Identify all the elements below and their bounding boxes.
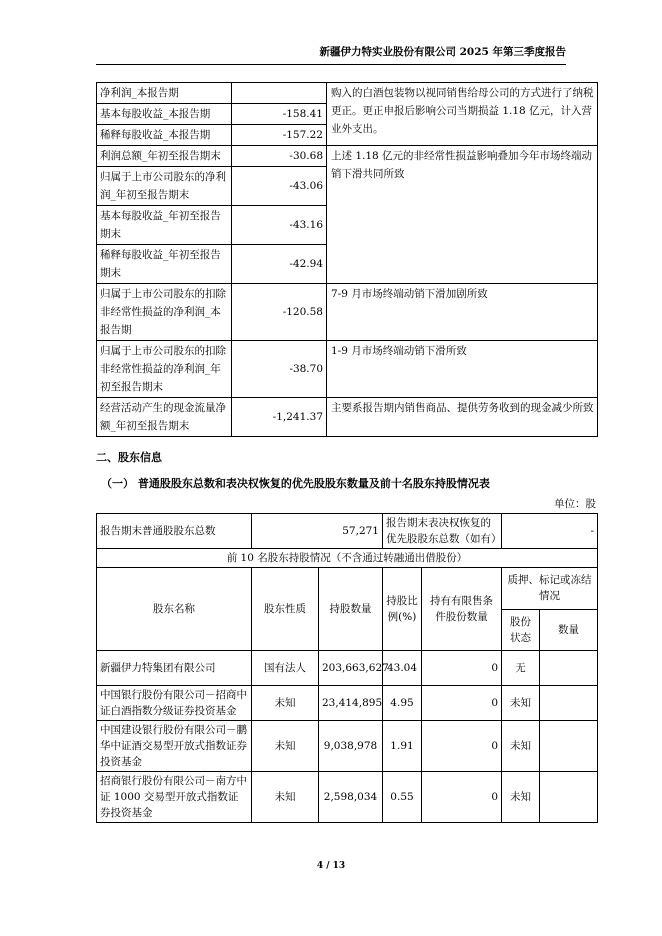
col-header-ratio: 持股比例(%) bbox=[383, 568, 422, 651]
holder-restricted: 0 bbox=[422, 686, 502, 721]
pref-holders-label: 报告期末表决权恢复的优先股股东总数（如有） bbox=[383, 514, 502, 549]
holder-ratio: 0.55 bbox=[383, 772, 422, 823]
reason-cell: 1-9 月市场终端动销下滑所致 bbox=[327, 341, 598, 398]
total-holders-label: 报告期末普通股股东总数 bbox=[97, 514, 252, 549]
holder-shares: 9,038,978 bbox=[319, 721, 383, 772]
holder-status: 未知 bbox=[502, 772, 540, 823]
holder-nature: 未知 bbox=[252, 772, 319, 823]
row-label: 归属于上市公司股东的扣除非经常性损益的净利润_年初至报告期末 bbox=[97, 341, 232, 398]
total-holders-value: 57,271 bbox=[252, 514, 383, 549]
holder-name: 新疆伊力特集团有限公司 bbox=[97, 651, 252, 686]
table-row bbox=[97, 284, 598, 341]
unit-label: 单位：股 bbox=[554, 498, 596, 510]
holder-name: 招商银行股份有限公司－南方中证 1000 交易型开放式指数证券投资基金 bbox=[97, 772, 252, 823]
col-header-shares: 持股数量 bbox=[319, 568, 383, 651]
col-header-qty: 数量 bbox=[540, 609, 598, 651]
table-row bbox=[97, 83, 598, 104]
table-row bbox=[97, 398, 598, 437]
page-header: 新疆伊力特实业股份有限公司 2025 年第三季度报告 bbox=[96, 44, 566, 65]
holder-nature: 国有法人 bbox=[252, 651, 319, 686]
col-header-name: 股东名称 bbox=[97, 568, 252, 651]
table-row bbox=[97, 772, 598, 823]
top10-caption: 前 10 名股东持股情况（不含通过转融通出借股份） bbox=[97, 549, 598, 568]
holder-status: 未知 bbox=[502, 686, 540, 721]
holder-status: 未知 bbox=[502, 721, 540, 772]
row-value: -1,241.37 bbox=[232, 398, 327, 437]
col-header-status: 股份状态 bbox=[502, 609, 540, 651]
holder-nature: 未知 bbox=[252, 721, 319, 772]
holder-status: 无 bbox=[502, 651, 540, 686]
table-row bbox=[97, 549, 598, 568]
pref-holders-value: - bbox=[502, 514, 598, 549]
holder-qty bbox=[540, 772, 598, 823]
holder-name: 中国建设银行股份有限公司－鹏华中证酒交易型开放式指数证券投资基金 bbox=[97, 721, 252, 772]
row-label: 利润总额_年初至报告期末 bbox=[97, 146, 232, 167]
holder-nature: 未知 bbox=[252, 686, 319, 721]
shareholder-table bbox=[96, 513, 598, 823]
holder-shares: 2,598,034 bbox=[319, 772, 383, 823]
holder-name: 中国银行股份有限公司－招商中证白酒指数分级证券投资基金 bbox=[97, 686, 252, 721]
page-number: 4 / 13 bbox=[316, 861, 346, 871]
row-value: -30.68 bbox=[232, 146, 327, 167]
col-header-restricted: 持有有限售条件股份数量 bbox=[422, 568, 502, 651]
impact-table bbox=[96, 82, 598, 437]
holder-restricted: 0 bbox=[422, 721, 502, 772]
row-value: -43.06 bbox=[232, 167, 327, 206]
table-row bbox=[97, 146, 598, 167]
row-label: 稀释每股收益_本报告期 bbox=[97, 125, 232, 146]
col-header-nature: 股东性质 bbox=[252, 568, 319, 651]
holder-qty bbox=[540, 651, 598, 686]
row-value: -158.41 bbox=[232, 104, 327, 125]
row-label: 归属于上市公司股东的扣除非经常性损益的净利润_本报告期 bbox=[97, 284, 232, 341]
reason-cell: 上述 1.18 亿元的非经常性损益影响叠加今年市场终端动销下滑共同所致 bbox=[327, 146, 598, 284]
section-title: 二、股东信息 bbox=[96, 451, 162, 464]
row-value bbox=[232, 83, 327, 104]
table-row bbox=[97, 341, 598, 398]
holder-qty bbox=[540, 686, 598, 721]
holder-shares: 23,414,895 bbox=[319, 686, 383, 721]
reason-cell: 购入的白酒包装物以视同销售给母公司的方式进行了纳税更正。更正申报后影响公司当期损益 1.18 亿元，计入营业外支出。 bbox=[327, 83, 598, 146]
row-label: 基本每股收益_本报告期 bbox=[97, 104, 232, 125]
holder-ratio: 1.91 bbox=[383, 721, 422, 772]
row-value: -42.94 bbox=[232, 245, 327, 284]
row-label: 经营活动产生的现金流量净额_年初至报告期末 bbox=[97, 398, 232, 437]
row-label: 净利润_本报告期 bbox=[97, 83, 232, 104]
table-row bbox=[97, 514, 598, 549]
holder-ratio: 43.04 bbox=[383, 651, 422, 686]
holder-ratio: 4.95 bbox=[383, 686, 422, 721]
reason-cell: 7-9 月市场终端动销下滑加剧所致 bbox=[327, 284, 598, 341]
table-row bbox=[97, 651, 598, 686]
row-value: -43.16 bbox=[232, 206, 327, 245]
row-label: 基本每股收益_年初至报告期末 bbox=[97, 206, 232, 245]
holder-restricted: 0 bbox=[422, 772, 502, 823]
table-row bbox=[97, 686, 598, 721]
holder-shares: 203,663,627 bbox=[319, 651, 383, 686]
holder-qty bbox=[540, 721, 598, 772]
reason-cell: 主要系报告期内销售商品、提供劳务收到的现金减少所致 bbox=[327, 398, 598, 437]
table-row bbox=[97, 721, 598, 772]
row-value: -157.22 bbox=[232, 125, 327, 146]
section-subtitle: （一） 普通股股东总数和表决权恢复的优先股股东数量及前十名股东持股情况表 bbox=[101, 477, 490, 490]
row-value: -38.70 bbox=[232, 341, 327, 398]
row-label: 稀释每股收益_年初至报告期末 bbox=[97, 245, 232, 284]
row-label: 归属于上市公司股东的净利润_年初至报告期末 bbox=[97, 167, 232, 206]
row-value: -120.58 bbox=[232, 284, 327, 341]
holder-restricted: 0 bbox=[422, 651, 502, 686]
header-row bbox=[97, 568, 598, 610]
col-header-pledge: 质押、标记或冻结情况 bbox=[502, 568, 598, 610]
